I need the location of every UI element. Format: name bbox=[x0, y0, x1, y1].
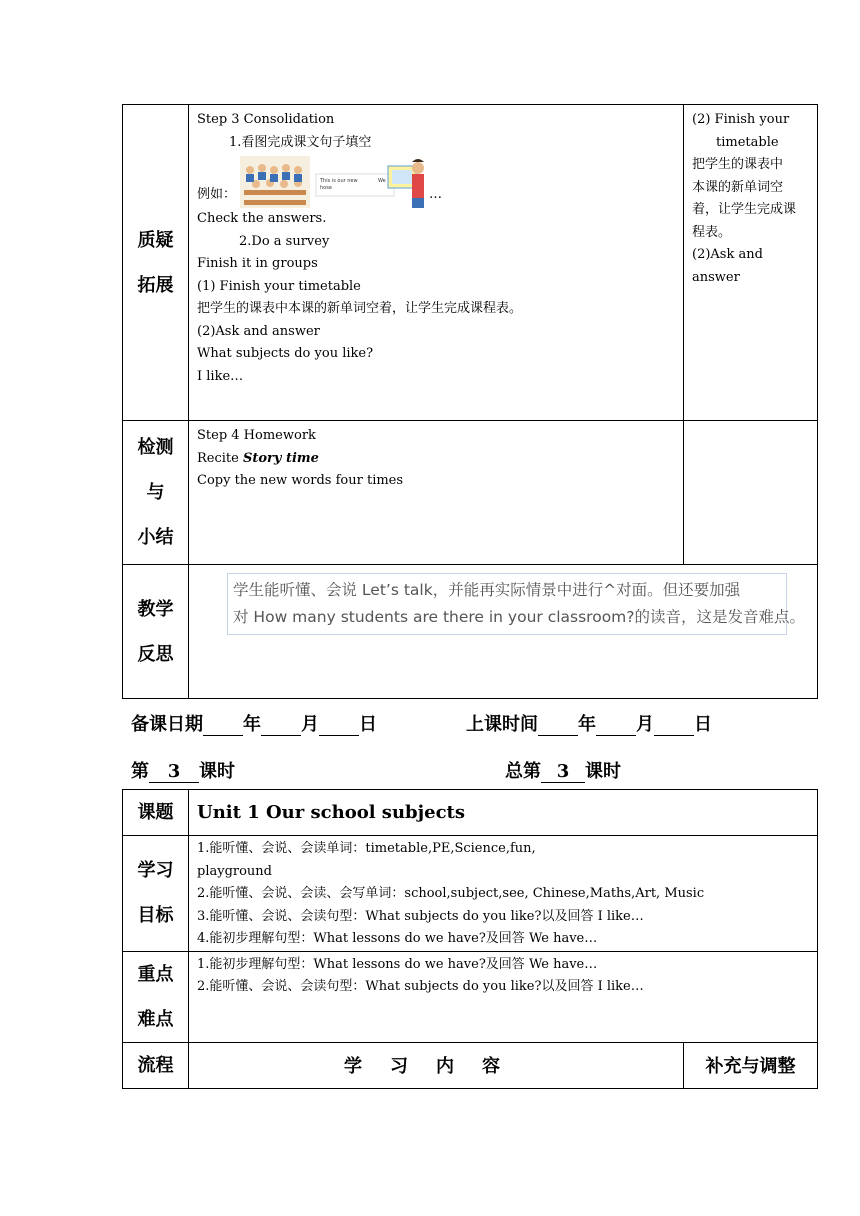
example-ellipsis: … bbox=[429, 186, 442, 202]
side-line: timetable bbox=[716, 134, 779, 150]
homework-content bbox=[189, 421, 684, 565]
homework-side-empty bbox=[684, 421, 818, 565]
label-line: 学习 bbox=[137, 860, 174, 882]
activity-2: 2.Do a survey bbox=[239, 233, 330, 249]
supplement-notes bbox=[684, 105, 818, 421]
learning-content-header: 学习内容 bbox=[189, 1042, 684, 1088]
total-prefix: 总第 bbox=[505, 761, 541, 782]
label-line: 质疑 bbox=[137, 229, 174, 251]
prep-date-label: 备课日期 bbox=[131, 714, 203, 735]
side-line: (2)Ask and answer bbox=[692, 247, 763, 285]
side-line: 程表。 bbox=[692, 224, 732, 240]
year-label: 年 bbox=[578, 714, 596, 735]
answer-line: I like… bbox=[197, 368, 244, 384]
day-label: 日 bbox=[694, 714, 712, 735]
goal-line: 2.能听懂、会说、会读、会写单词：school,subject,see, Chinese,Maths,Art, Music bbox=[197, 886, 705, 901]
label-line: 重点 bbox=[137, 963, 174, 985]
step4-title: Step 4 Homework bbox=[197, 428, 316, 443]
label-line: 拓展 bbox=[137, 274, 174, 296]
copy-words-line: Copy the new words four times bbox=[197, 473, 404, 488]
class-time-line bbox=[466, 710, 712, 736]
goal-line: 4.能初步理解句型：What lessons do we have?及回答 We have… bbox=[197, 931, 598, 946]
total-number: 3 bbox=[541, 761, 585, 783]
year-label: 年 bbox=[243, 714, 261, 735]
step3-title: Step 3 Consolidation bbox=[197, 112, 335, 127]
example-row bbox=[197, 154, 675, 208]
blank-month bbox=[596, 715, 636, 736]
task-timetable-note: 把学生的课表中本课的新单词空着，让学生完成课程表。 bbox=[197, 301, 523, 316]
lesson-number-line bbox=[131, 757, 235, 783]
task-timetable: (1) Finish your timetable bbox=[197, 278, 361, 294]
goal-line: 1.能听懂、会说、会读单词：timetable,PE,Science,fun, bbox=[197, 841, 536, 856]
key-points-content bbox=[189, 951, 818, 1042]
row-label-question-extend bbox=[123, 105, 189, 421]
lesson-plan-table-top bbox=[122, 104, 818, 699]
reflection-line-2: 对 How many students are there in your classroom?的读音，这是发音难点。 bbox=[233, 608, 806, 626]
lesson-suffix: 课时 bbox=[199, 761, 235, 782]
recite-prefix: Recite bbox=[197, 450, 243, 466]
row-key-points bbox=[123, 951, 818, 1042]
example-label: 例如： bbox=[197, 186, 237, 202]
check-answers: Check the answers. bbox=[197, 211, 327, 226]
blank-day bbox=[654, 715, 694, 736]
month-label: 月 bbox=[301, 714, 319, 735]
goals-label bbox=[123, 836, 189, 952]
month-label: 月 bbox=[636, 714, 654, 735]
row-consolidation bbox=[123, 105, 818, 421]
row-topic bbox=[123, 790, 818, 836]
blank-month bbox=[261, 715, 301, 736]
blank-year bbox=[538, 715, 578, 736]
key-line: 2.能听懂、会说、会读句型：What subjects do you like?以及回答 I like… bbox=[197, 979, 644, 994]
key-line: 1.能初步理解句型：What lessons do we have?及回答 We have… bbox=[197, 956, 598, 972]
story-time-emphasis: Story time bbox=[242, 450, 319, 466]
label-line: 难点 bbox=[137, 1008, 174, 1030]
prep-date-line bbox=[131, 710, 377, 736]
blank-day bbox=[319, 715, 359, 736]
row-label-test-summary bbox=[123, 421, 189, 565]
flow-label: 流程 bbox=[123, 1042, 189, 1088]
lesson-number: 3 bbox=[149, 761, 199, 783]
topic-title: Unit 1 Our school subjects bbox=[189, 790, 818, 836]
label-line: 反思 bbox=[137, 643, 174, 665]
side-line: 本课的新单词空 bbox=[692, 179, 784, 195]
goals-content bbox=[189, 836, 818, 952]
side-line: 着，让学生完成课 bbox=[692, 202, 797, 217]
topic-label: 课题 bbox=[123, 790, 189, 836]
lesson-plan-table-bottom bbox=[122, 789, 818, 1089]
label-line: 目标 bbox=[137, 905, 174, 927]
row-reflection bbox=[123, 565, 818, 699]
row-goals bbox=[123, 836, 818, 952]
row-homework bbox=[123, 421, 818, 565]
reflection-line-1: 学生能听懂、会说 Let’s talk，并能再实际情景中进行^对面。但还要加强 bbox=[233, 581, 741, 599]
total-lesson-line bbox=[505, 757, 621, 783]
side-line: 把学生的课表中 bbox=[692, 157, 784, 172]
picture-caption-2: hose bbox=[320, 185, 332, 191]
goal-line: 3.能听懂、会说、会读句型：What subjects do you like?以及回答 I like… bbox=[197, 908, 644, 924]
group-work: Finish it in groups bbox=[197, 256, 318, 271]
question-line: What subjects do you like? bbox=[197, 346, 374, 361]
row-flow-header bbox=[123, 1042, 818, 1088]
lesson-prefix: 第 bbox=[131, 761, 149, 782]
class-time-label: 上课时间 bbox=[466, 714, 538, 735]
picture-caption-1: This is our new bbox=[320, 178, 358, 184]
recite-line bbox=[197, 448, 675, 471]
consolidation-content bbox=[189, 105, 684, 421]
reflection-box bbox=[227, 573, 806, 635]
activity-1: 1.看图完成课文句子填空 bbox=[229, 134, 372, 150]
label-line: 教学 bbox=[137, 598, 174, 620]
reflection-cell bbox=[189, 565, 818, 699]
picture-caption-3: We bbox=[378, 178, 386, 184]
supplement-adjust-header: 补充与调整 bbox=[684, 1042, 818, 1088]
task-ask-answer: (2)Ask and answer bbox=[197, 323, 320, 339]
label-line: 检测 bbox=[137, 437, 174, 458]
day-label: 日 bbox=[359, 714, 377, 735]
goal-line: playground bbox=[197, 863, 273, 879]
blank-year bbox=[203, 715, 243, 736]
side-line: (2) Finish your bbox=[692, 112, 790, 127]
label-line: 与 bbox=[146, 482, 165, 503]
row-label-reflection bbox=[123, 565, 189, 699]
total-suffix: 课时 bbox=[585, 761, 621, 782]
label-line: 小结 bbox=[137, 527, 174, 548]
classroom-illustration bbox=[240, 156, 430, 208]
key-points-label bbox=[123, 951, 189, 1042]
